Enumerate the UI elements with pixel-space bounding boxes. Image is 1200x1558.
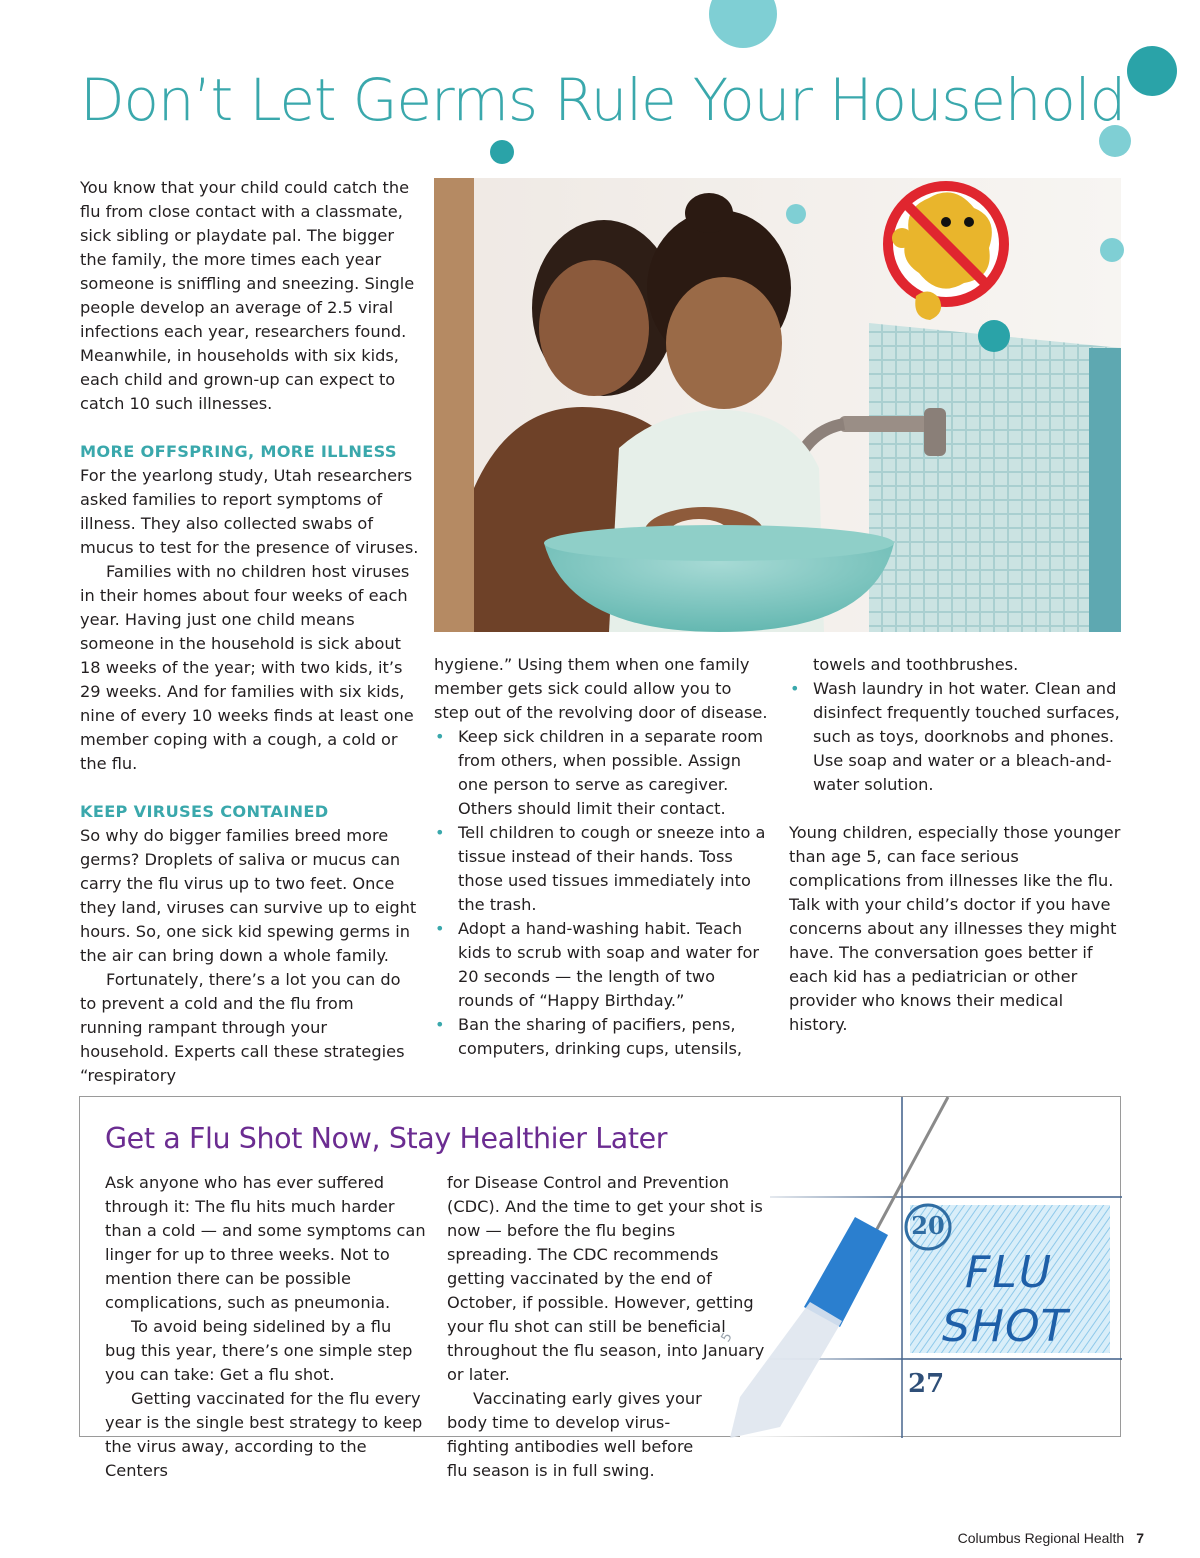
list-item: • Wash laundry in hot water. Clean and disinfect frequently touched surfaces, such as toys, doorknobs and phones. Use soap and water or a bleach-and-water solution. <box>789 677 1124 797</box>
calendar-note-line-1: FLU <box>965 1247 1054 1298</box>
section-heading: KEEP VIRUSES CONTAINED <box>80 802 329 821</box>
calendar-note-line-2: SHOT <box>942 1301 1069 1352</box>
tips-list-continued <box>789 677 1124 797</box>
article-column-2 <box>434 653 769 1061</box>
list-continuation: towels and toothbrushes. <box>813 655 1019 674</box>
sidebar-title: Get a Flu Shot Now, Stay Healthier Later <box>105 1122 668 1155</box>
page-title: Don’t Let Germs Rule Your Household <box>80 66 1126 134</box>
sidebar-column-2 <box>447 1171 765 1483</box>
calendar-date-27: 27 <box>908 1369 945 1399</box>
decorative-dot <box>709 0 777 48</box>
body-paragraph: Getting vaccinated for the flu every year is the single best strategy to keep the virus away, according to the Centers <box>105 1389 423 1480</box>
body-paragraph: Ask anyone who has ever suffered through it: The flu hits much harder than a cold — and some symptoms can linger for up to three weeks. Not to mention there can be possible complications, such as pneumonia. <box>105 1173 426 1312</box>
intro-paragraph: You know that your child could catch the flu from close contact with a classmate, sick sibling or playdate pal. The bigger the family, the more times each year someone is sniffling and sneezing. Single people develop an average of 2.5 viral infections each year, researchers found. Meanwhile, in households with six kids, each child and grown-up can expect to catch 10 such illnesses. <box>80 178 415 413</box>
flu-shot-sidebar <box>79 1096 1121 1480</box>
list-item: • Keep sick children in a separate room from others, when possible. Assign one person to serve as caregiver. Others should limit their contact. <box>434 725 769 821</box>
decorative-dot <box>1127 46 1177 96</box>
article-column-3 <box>789 653 1124 1037</box>
body-paragraph: To avoid being sidelined by a flu bug this year, there’s one simple step you can take: Get a flu shot. <box>105 1317 413 1384</box>
body-paragraph: Young children, especially those younger than age 5, can face serious complications from illnesses like the flu. Talk with your child’s doctor if you have concerns about any illnesses they might have. The conversation goes better if each kid has a pediatrician or other provider who knows their medical history. <box>789 823 1121 1034</box>
decorative-dot <box>490 140 514 164</box>
syringe-marking: 5 <box>718 1330 736 1345</box>
body-paragraph: for Disease Control and Prevention (CDC). And the time to get your shot is now — before the flu begins spreading. The CDC recommends getting vaccinated by the end of October, if possible. However, getting your flu shot can still be beneficial throughout the flu season, into January or later. <box>447 1173 765 1384</box>
calendar-date-20: 20 <box>911 1211 945 1240</box>
page-footer <box>958 1528 1144 1548</box>
body-paragraph: Fortunately, there’s a lot you can do to prevent a cold and the flu from running rampant through your household. Experts call these strategies “respiratory <box>80 970 405 1085</box>
hand-washing-photo <box>434 178 1121 632</box>
list-item: • Tell children to cough or sneeze into a tissue instead of their hands. Toss those used tissues immediately into the trash. <box>434 821 769 917</box>
list-item: • Ban the sharing of pacifiers, pens, computers, drinking cups, utensils, <box>434 1013 769 1061</box>
hand-washing-illustration <box>434 178 1121 632</box>
list-item: • Adopt a hand-washing habit. Teach kids to scrub with soap and water for 20 seconds — the length of two rounds of “Happy Birthday.” <box>434 917 769 1013</box>
tips-list <box>434 725 769 1061</box>
sidebar-column-1 <box>105 1171 427 1483</box>
body-paragraph: Vaccinating early gives your body time to develop virus-fighting antibodies well before flu season is in full swing. <box>447 1389 702 1480</box>
section-heading: MORE OFFSPRING, MORE ILLNESS <box>80 442 397 461</box>
body-paragraph: For the yearlong study, Utah researchers asked families to report symptoms of illness. They also collected swabs of mucus to test for the presence of viruses. <box>80 466 419 557</box>
body-paragraph: hygiene.” Using them when one family member gets sick could allow you to step out of the revolving door of disease. <box>434 655 768 722</box>
publication-name: Columbus Regional Health <box>957 1530 1125 1546</box>
body-paragraph: Families with no children host viruses in their homes about four weeks of each year. Having just one child means someone in the household is sick about 18 weeks of the year; with two kids, it’s 29 weeks. And for families with six kids, nine of every 10 weeks finds at least one member coping with a cough, a cold or the flu. <box>80 562 414 773</box>
body-paragraph: So why do bigger families breed more germs? Droplets of saliva or mucus can carry the flu virus up to two feet. Once they land, viruses can survive up to eight hours. So, one sick kid spewing germs in the air can bring down a whole family. <box>80 826 417 965</box>
article-column-1 <box>80 176 420 1088</box>
page-number: 7 <box>1136 1530 1144 1546</box>
